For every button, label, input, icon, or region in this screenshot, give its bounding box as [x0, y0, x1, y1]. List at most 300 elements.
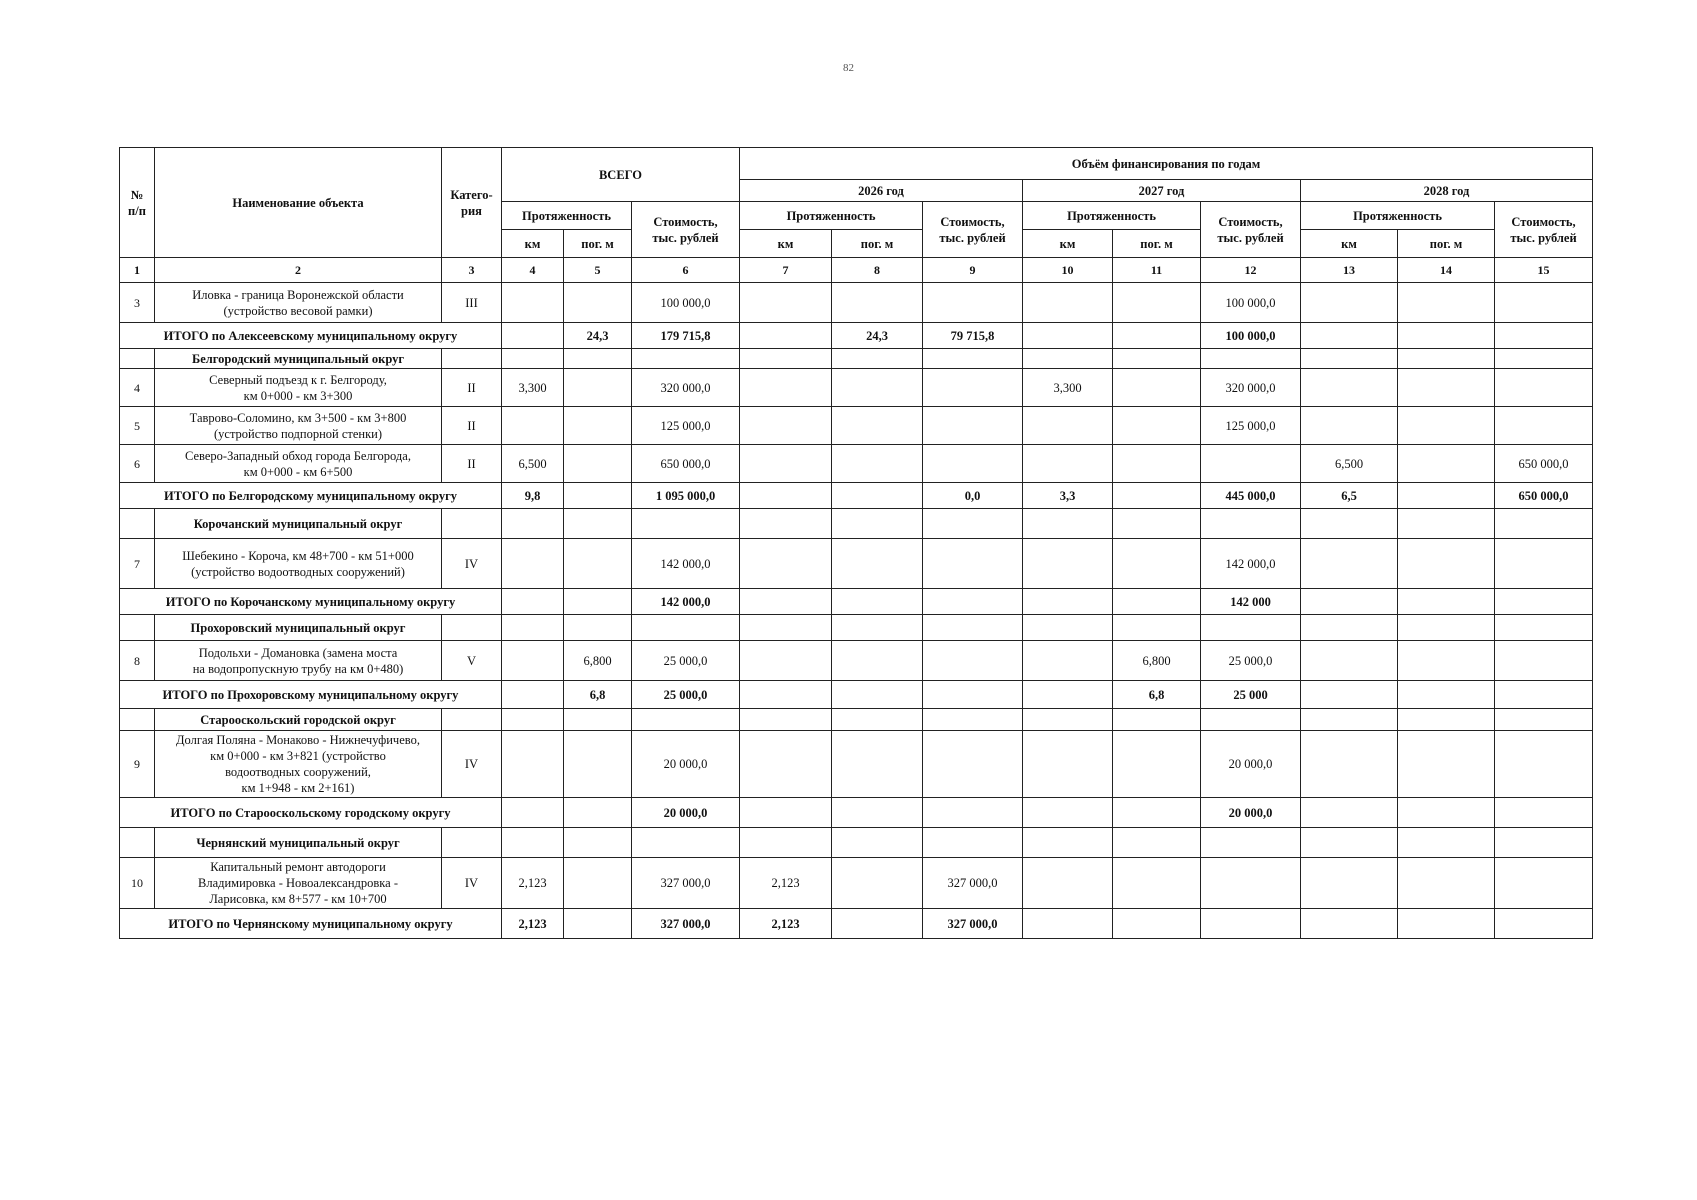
value-cell [1495, 641, 1593, 681]
total-value-cell [1023, 909, 1113, 939]
value-cell: 6,500 [502, 445, 564, 483]
empty-cell [923, 828, 1023, 858]
column-number: 4 [502, 258, 564, 283]
total-value-cell: 2,123 [502, 909, 564, 939]
value-cell [502, 539, 564, 589]
column-number: 12 [1201, 258, 1301, 283]
value-cell [1301, 283, 1398, 323]
value-cell [740, 445, 832, 483]
value-cell [1398, 731, 1495, 798]
value-cell: 6,800 [564, 641, 632, 681]
district-name: Старооскольский городской округ [155, 709, 442, 731]
total-value-cell [740, 798, 832, 828]
empty-cell [564, 709, 632, 731]
column-number: 1 [120, 258, 155, 283]
total-value-cell [1398, 589, 1495, 615]
total-value-cell: 79 715,8 [923, 323, 1023, 349]
empty-cell [832, 828, 923, 858]
value-cell [1301, 407, 1398, 445]
empty-cell [442, 349, 502, 369]
empty-cell [120, 615, 155, 641]
total-value-cell: 6,5 [1301, 483, 1398, 509]
value-cell [1113, 369, 1201, 407]
value-cell [832, 283, 923, 323]
category-cell: IV [442, 858, 502, 909]
value-cell: 6,500 [1301, 445, 1398, 483]
total-value-cell: 25 000 [1201, 681, 1301, 709]
total-value-cell [564, 909, 632, 939]
value-cell [564, 858, 632, 909]
total-label: ИТОГО по Корочанскому муниципальному округу [120, 589, 502, 615]
total-value-cell: 24,3 [564, 323, 632, 349]
empty-cell [502, 509, 564, 539]
column-number: 8 [832, 258, 923, 283]
header-km: км [1023, 230, 1113, 258]
header-km: км [1301, 230, 1398, 258]
total-value-cell [1113, 589, 1201, 615]
total-value-cell [1398, 323, 1495, 349]
empty-cell [740, 709, 832, 731]
value-cell [1398, 369, 1495, 407]
header-year-2028: 2028 год [1301, 180, 1593, 202]
value-cell [923, 445, 1023, 483]
total-value-cell: 24,3 [832, 323, 923, 349]
header-km: км [502, 230, 564, 258]
value-cell: 650 000,0 [1495, 445, 1593, 483]
value-cell [1495, 858, 1593, 909]
empty-cell [564, 349, 632, 369]
value-cell: 20 000,0 [632, 731, 740, 798]
total-value-cell [502, 681, 564, 709]
row-number: 3 [120, 283, 155, 323]
category-cell: II [442, 407, 502, 445]
total-row [120, 589, 1593, 615]
object-name: Долгая Поляна - Монаково - Нижнечуфичево, км 0+000 - км 3+821 (устройство водоотводных сооружений, км 1+948 - км 2+161) [155, 731, 442, 798]
row-number: 8 [120, 641, 155, 681]
total-value-cell: 142 000 [1201, 589, 1301, 615]
empty-cell [740, 349, 832, 369]
value-cell: 327 000,0 [923, 858, 1023, 909]
total-value-cell [832, 798, 923, 828]
value-cell [1301, 539, 1398, 589]
empty-cell [442, 615, 502, 641]
total-value-cell: 327 000,0 [632, 909, 740, 939]
total-value-cell [1113, 323, 1201, 349]
value-cell [923, 641, 1023, 681]
header-year-2027: 2027 год [1023, 180, 1301, 202]
total-value-cell: 650 000,0 [1495, 483, 1593, 509]
total-label: ИТОГО по Прохоровскому муниципальному округу [120, 681, 502, 709]
value-cell [740, 539, 832, 589]
object-name: Иловка - граница Воронежской области (устройство весовой рамки) [155, 283, 442, 323]
total-value-cell: 6,8 [1113, 681, 1201, 709]
value-cell [502, 407, 564, 445]
value-cell [1398, 283, 1495, 323]
empty-cell [1398, 828, 1495, 858]
column-number: 5 [564, 258, 632, 283]
empty-cell [923, 709, 1023, 731]
total-value-cell: 3,3 [1023, 483, 1113, 509]
value-cell [1113, 445, 1201, 483]
total-value-cell [1113, 909, 1201, 939]
object-name: Шебекино - Короча, км 48+700 - км 51+000 (устройство водоотводных сооружений) [155, 539, 442, 589]
table-row [120, 283, 1593, 323]
row-number: 5 [120, 407, 155, 445]
empty-cell [1301, 509, 1398, 539]
value-cell [502, 641, 564, 681]
value-cell [564, 731, 632, 798]
total-value-cell: 142 000,0 [632, 589, 740, 615]
total-value-cell: 327 000,0 [923, 909, 1023, 939]
empty-cell [502, 349, 564, 369]
total-value-cell [1301, 798, 1398, 828]
empty-cell [1495, 509, 1593, 539]
total-value-cell [1398, 798, 1495, 828]
header-length: Протяженность [740, 202, 923, 230]
value-cell [564, 283, 632, 323]
value-cell [1301, 858, 1398, 909]
total-value-cell: 25 000,0 [632, 681, 740, 709]
district-row [120, 349, 1593, 369]
row-number: 4 [120, 369, 155, 407]
value-cell [740, 369, 832, 407]
total-row [120, 909, 1593, 939]
empty-cell [1398, 615, 1495, 641]
empty-cell [1398, 509, 1495, 539]
empty-cell [564, 828, 632, 858]
empty-cell [1113, 615, 1201, 641]
value-cell: 125 000,0 [632, 407, 740, 445]
column-number: 3 [442, 258, 502, 283]
total-label: ИТОГО по Белгородскому муниципальному округу [120, 483, 502, 509]
empty-cell [923, 615, 1023, 641]
value-cell: 327 000,0 [632, 858, 740, 909]
header-category: Катего- рия [442, 148, 502, 258]
value-cell: 100 000,0 [1201, 283, 1301, 323]
value-cell [1023, 539, 1113, 589]
empty-cell [832, 709, 923, 731]
empty-cell [1201, 349, 1301, 369]
total-value-cell [1023, 323, 1113, 349]
empty-cell [1495, 828, 1593, 858]
category-cell: V [442, 641, 502, 681]
row-number: 9 [120, 731, 155, 798]
object-name: Северный подъезд к г. Белгороду, км 0+000 - км 3+300 [155, 369, 442, 407]
header-num: № п/п [120, 148, 155, 258]
value-cell [832, 858, 923, 909]
value-cell [1495, 731, 1593, 798]
column-number: 6 [632, 258, 740, 283]
value-cell [1023, 445, 1113, 483]
total-value-cell [1113, 483, 1201, 509]
total-value-cell: 2,123 [740, 909, 832, 939]
value-cell [740, 641, 832, 681]
value-cell [740, 731, 832, 798]
total-value-cell [740, 681, 832, 709]
total-value-cell [1398, 909, 1495, 939]
empty-cell [1023, 349, 1113, 369]
header-name: Наименование объекта [155, 148, 442, 258]
empty-cell [832, 349, 923, 369]
category-cell: IV [442, 539, 502, 589]
total-value-cell [1495, 798, 1593, 828]
empty-cell [1301, 349, 1398, 369]
financing-table [119, 147, 1593, 939]
value-cell [502, 283, 564, 323]
total-row [120, 483, 1593, 509]
total-value-cell [1398, 681, 1495, 709]
total-value-cell [564, 483, 632, 509]
total-value-cell: 100 000,0 [1201, 323, 1301, 349]
total-row [120, 798, 1593, 828]
value-cell: 142 000,0 [1201, 539, 1301, 589]
value-cell: 142 000,0 [632, 539, 740, 589]
empty-cell [923, 509, 1023, 539]
column-number: 14 [1398, 258, 1495, 283]
category-cell: II [442, 445, 502, 483]
column-number: 11 [1113, 258, 1201, 283]
empty-cell [1398, 709, 1495, 731]
value-cell: 125 000,0 [1201, 407, 1301, 445]
header-cost: Стоимость, тыс. рублей [1201, 202, 1301, 258]
value-cell [1398, 539, 1495, 589]
total-row [120, 681, 1593, 709]
district-name: Прохоровский муниципальный округ [155, 615, 442, 641]
header-pog-m: пог. м [564, 230, 632, 258]
empty-cell [923, 349, 1023, 369]
empty-cell [502, 615, 564, 641]
table-row [120, 731, 1593, 798]
district-row [120, 615, 1593, 641]
value-cell [1201, 858, 1301, 909]
empty-cell [120, 509, 155, 539]
value-cell [923, 539, 1023, 589]
empty-cell [1495, 615, 1593, 641]
value-cell [1398, 641, 1495, 681]
value-cell: 650 000,0 [632, 445, 740, 483]
object-name: Капитальный ремонт автодороги Владимировка - Новоалександровка - Ларисовка, км 8+577 - км 10+700 [155, 858, 442, 909]
value-cell [1023, 641, 1113, 681]
value-cell [923, 283, 1023, 323]
value-cell: 25 000,0 [632, 641, 740, 681]
empty-cell [442, 509, 502, 539]
total-value-cell: 20 000,0 [632, 798, 740, 828]
value-cell [923, 369, 1023, 407]
column-number: 9 [923, 258, 1023, 283]
total-value-cell [564, 798, 632, 828]
total-label: ИТОГО по Алексеевскому муниципальному округу [120, 323, 502, 349]
value-cell [1113, 731, 1201, 798]
total-value-cell [923, 681, 1023, 709]
value-cell [1495, 369, 1593, 407]
total-value-cell: 9,8 [502, 483, 564, 509]
total-value-cell [1301, 681, 1398, 709]
empty-cell [632, 509, 740, 539]
empty-cell [740, 615, 832, 641]
district-row [120, 509, 1593, 539]
empty-cell [1301, 828, 1398, 858]
total-value-cell [502, 798, 564, 828]
value-cell: 25 000,0 [1201, 641, 1301, 681]
total-value-cell [1495, 909, 1593, 939]
total-value-cell [740, 589, 832, 615]
total-value-cell [1023, 589, 1113, 615]
table-row [120, 539, 1593, 589]
page-number: 82 [843, 62, 854, 74]
header-pog-m: пог. м [1398, 230, 1495, 258]
empty-cell [1023, 828, 1113, 858]
empty-cell [1023, 709, 1113, 731]
empty-cell [1113, 828, 1201, 858]
value-cell [1301, 369, 1398, 407]
total-value-cell [923, 589, 1023, 615]
total-value-cell [1495, 681, 1593, 709]
value-cell [832, 369, 923, 407]
column-number: 7 [740, 258, 832, 283]
total-value-cell [1495, 323, 1593, 349]
empty-cell [632, 349, 740, 369]
total-value-cell [1023, 798, 1113, 828]
empty-cell [120, 349, 155, 369]
value-cell [740, 407, 832, 445]
header-year-2026: 2026 год [740, 180, 1023, 202]
total-value-cell [832, 909, 923, 939]
total-value-cell [1201, 909, 1301, 939]
value-cell [1113, 283, 1201, 323]
total-value-cell [502, 589, 564, 615]
empty-cell [502, 709, 564, 731]
column-number: 15 [1495, 258, 1593, 283]
empty-cell [1495, 349, 1593, 369]
total-value-cell [1113, 798, 1201, 828]
category-cell: II [442, 369, 502, 407]
empty-cell [1113, 509, 1201, 539]
column-number: 2 [155, 258, 442, 283]
total-label: ИТОГО по Чернянскому муниципальному округу [120, 909, 502, 939]
value-cell [1023, 858, 1113, 909]
empty-cell [564, 615, 632, 641]
column-number: 13 [1301, 258, 1398, 283]
total-label: ИТОГО по Старооскольскому городскому округу [120, 798, 502, 828]
value-cell [1113, 539, 1201, 589]
table-row [120, 407, 1593, 445]
table-row [120, 369, 1593, 407]
total-value-cell [564, 589, 632, 615]
header-financing: Объём финансирования по годам [740, 148, 1593, 180]
header-pog-m: пог. м [832, 230, 923, 258]
empty-cell [120, 828, 155, 858]
district-name: Белгородский муниципальный округ [155, 349, 442, 369]
district-name: Чернянский муниципальный округ [155, 828, 442, 858]
value-cell: 100 000,0 [632, 283, 740, 323]
value-cell: 2,123 [740, 858, 832, 909]
header-km: км [740, 230, 832, 258]
header-length: Протяженность [1301, 202, 1495, 230]
total-value-cell [1301, 909, 1398, 939]
empty-cell [442, 828, 502, 858]
total-value-cell: 0,0 [923, 483, 1023, 509]
total-value-cell: 6,8 [564, 681, 632, 709]
empty-cell [1201, 828, 1301, 858]
total-value-cell: 20 000,0 [1201, 798, 1301, 828]
total-value-cell [832, 589, 923, 615]
empty-cell [442, 709, 502, 731]
empty-cell [1201, 509, 1301, 539]
total-value-cell [923, 798, 1023, 828]
empty-cell [564, 509, 632, 539]
table-row [120, 858, 1593, 909]
total-value-cell [740, 483, 832, 509]
value-cell [1301, 731, 1398, 798]
value-cell [1023, 407, 1113, 445]
empty-cell [740, 828, 832, 858]
value-cell: 320 000,0 [632, 369, 740, 407]
empty-cell [1023, 615, 1113, 641]
empty-cell [1301, 709, 1398, 731]
empty-cell [832, 615, 923, 641]
value-cell [832, 731, 923, 798]
header-cost: Стоимость, тыс. рублей [923, 202, 1023, 258]
empty-cell [632, 828, 740, 858]
value-cell [832, 641, 923, 681]
header-cost: Стоимость, тыс. рублей [1495, 202, 1593, 258]
empty-cell [1113, 349, 1201, 369]
row-number: 10 [120, 858, 155, 909]
total-value-cell [832, 681, 923, 709]
total-value-cell [740, 323, 832, 349]
value-cell [1398, 445, 1495, 483]
total-row [120, 323, 1593, 349]
total-value-cell [1495, 589, 1593, 615]
value-cell [1495, 539, 1593, 589]
value-cell [1398, 407, 1495, 445]
row-number: 7 [120, 539, 155, 589]
value-cell [1495, 283, 1593, 323]
total-value-cell [1398, 483, 1495, 509]
value-cell [502, 731, 564, 798]
value-cell [740, 283, 832, 323]
header-total: ВСЕГО [502, 148, 740, 202]
table-row [120, 641, 1593, 681]
total-value-cell [1023, 681, 1113, 709]
value-cell [564, 445, 632, 483]
total-value-cell: 179 715,8 [632, 323, 740, 349]
header-length: Протяженность [1023, 202, 1201, 230]
table-row [120, 445, 1593, 483]
row-number: 6 [120, 445, 155, 483]
column-number: 10 [1023, 258, 1113, 283]
total-value-cell [1301, 323, 1398, 349]
value-cell [1398, 858, 1495, 909]
value-cell [564, 539, 632, 589]
district-row [120, 709, 1593, 731]
value-cell [1301, 641, 1398, 681]
value-cell [1023, 731, 1113, 798]
total-value-cell [1301, 589, 1398, 615]
total-value-cell [502, 323, 564, 349]
value-cell: 320 000,0 [1201, 369, 1301, 407]
empty-cell [632, 615, 740, 641]
value-cell [1113, 858, 1201, 909]
total-value-cell: 445 000,0 [1201, 483, 1301, 509]
object-name: Подольхи - Домановка (замена моста на водопропускную трубу на км 0+480) [155, 641, 442, 681]
empty-cell [120, 709, 155, 731]
district-row [120, 828, 1593, 858]
empty-cell [1398, 349, 1495, 369]
empty-cell [1495, 709, 1593, 731]
empty-cell [1301, 615, 1398, 641]
total-value-cell [832, 483, 923, 509]
